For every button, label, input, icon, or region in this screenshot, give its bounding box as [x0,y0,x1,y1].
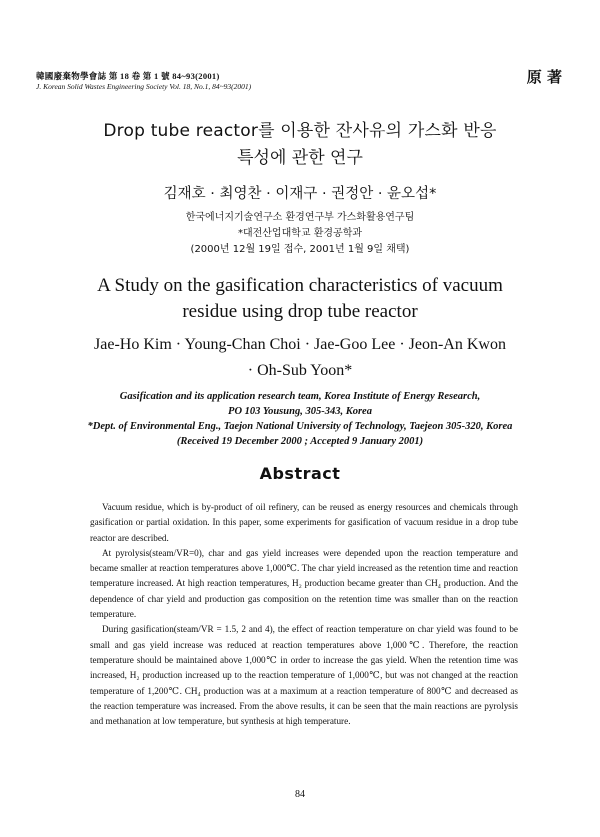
english-title-line2: residue using drop tube reactor [182,301,418,322]
korean-title-line2: 특성에 관한 연구 [237,148,363,168]
abstract-paragraph-3: During gasification(steam/VR = 1.5, 2 and 4), the effect of reaction temperature on char yield was found to be small and gas yield increase was reduced at reaction temperatures above 1,000℃. Therefore, the reaction temperature should be maintained above 1,000℃ in order to increase the gas yield. When the retention time was increased, H₂ production increased up to the reaction temperature of 1,000℃, but was not changed at the reaction temperature of 1,200℃. CH₄ production was at a maximum at a reaction temperature of 800℃ and decreased as the reaction temperature was increased. From the above results, it can be seen that the main reactions are pyrolysis and methanation at low temperature, but synthesis at high temperature. [90,624,518,727]
abstract-heading: Abstract [259,464,341,483]
english-affiliation-1: Gasification and its application research team, Korea Institute of Energy Research, [119,391,481,402]
page-number: 84 [295,789,305,800]
korean-affiliation-1: 한국에너지기술연구소 환경연구부 가스화활용연구팀 [185,212,415,223]
english-title-line1: A Study on the gasification characteristics of vacuum [97,275,503,296]
korean-authors: 김재호 · 최영찬 · 이재구 · 권정안 · 윤오섭* [163,186,437,202]
original-article-badge: 原 著 [526,68,562,86]
journal-header-english: J. Korean Solid Wastes Engineering Society Vol. 18, No.1, 84~93(2001) [36,82,252,91]
abstract-paragraph-2: At pyrolysis(steam/VR=0), char and gas yield increases were depended upon the reaction temperature and became smaller at reaction temperatures above 1,000℃. The char yield increased as the retention time and reaction temperature increased. At high reaction temperatures, H₂ production became greater than CH₄ production. And the dependence of char yield and production gas composition on the retention time was smaller than on the reaction temperature. [90,547,518,620]
abstract-body [90,500,518,729]
journal-header-korean: 韓國廢棄物學會誌 第 18 卷 第 1 號 84~93(2001) [36,71,220,81]
korean-dates: (2000년 12월 19일 접수, 2001년 1월 9일 채택) [190,244,410,255]
korean-affiliation-2: *대전산업대학교 환경공학과 [237,228,363,239]
english-authors-line2: · Oh-Sub Yoon* [247,362,353,379]
korean-title-line1: Drop tube reactor를 이용한 잔사유의 가스화 반응 [103,121,497,141]
english-authors-line1: Jae-Ho Kim · Young-Chan Choi · Jae-Goo Lee · Jeon-An Kwon [94,336,506,353]
english-affiliation-3: *Dept. of Environmental Eng., Taejon National University of Technology, Taejeon 305-320, Korea [87,421,513,432]
english-dates: (Received 19 December 2000 ; Accepted 9 January 2001) [176,436,424,447]
abstract-paragraph-1: Vacuum residue, which is by-product of oil refinery, can be reused as energy resources and chemicals through gasification or partial oxidation. In this paper, some experiments for gasification of vacuum residue in a drop tube reactor are described. [90,502,518,543]
english-affiliation-2: PO 103 Yousung, 305-343, Korea [228,406,372,417]
